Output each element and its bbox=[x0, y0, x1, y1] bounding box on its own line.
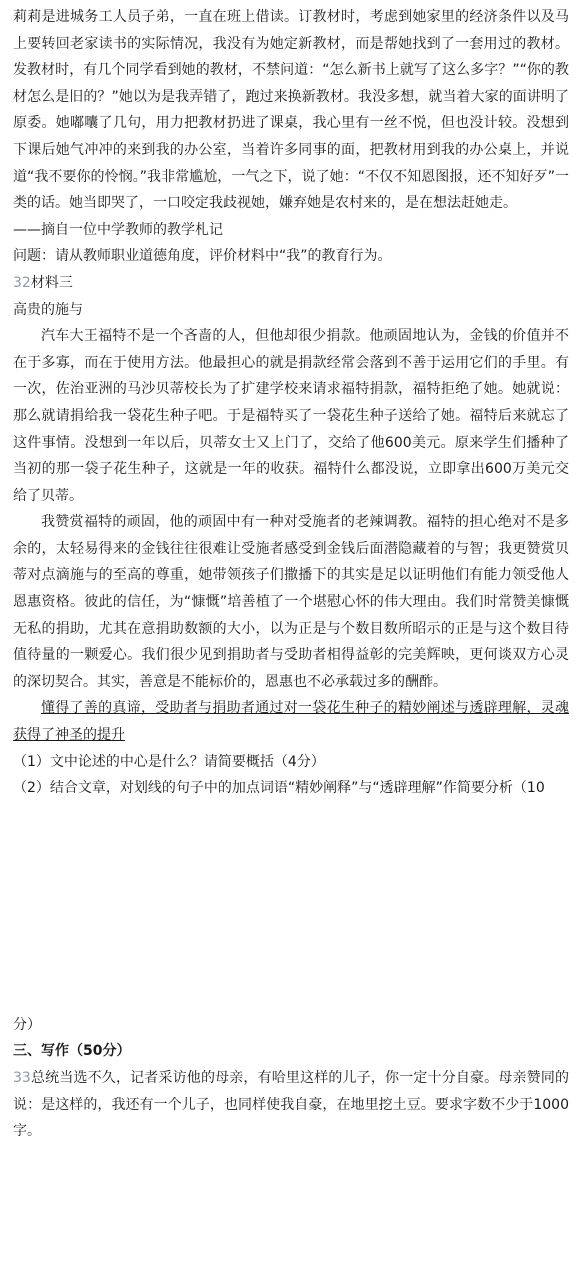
section-title-writing: 三、写作（50分） bbox=[13, 1043, 131, 1060]
material2-question: 问题：请从教师职业道德角度，评价材料中“我”的教育行为。 bbox=[13, 248, 392, 265]
article-paragraph-1: 汽车大王福特不是一个吝啬的人，但他却很少捐款。他顽固地认为，金钱的价值并不在于多寡，而在于使用方法。他最担心的就是捐款经常会落到不善于运用它们的手里。有一次，佐治亚洲的马沙贝蒂校长为了扩建学校来请求福特捐款，福特拒绝了她。她就说：那么就请捐给我一袋花生种子吧。于是福特买了一袋花生种子送给了她。福特后来就忘了这件事情。没想到一年以后，贝蒂女士又上门了，交给了他600美元。原来学生们播种了当初的那一袋子花生种子，这就是一年的收获。福特什么都没说，立即拿出600万美元交给了贝蒂。 bbox=[13, 328, 569, 504]
material3-heading: 材料三 bbox=[30, 274, 73, 291]
underlined-sentence: 懂得了善的真谛，受助者与捐助者通过对一袋花生种子的精妙阐述与透辟理解，灵魂获得了神圣的提升 bbox=[13, 700, 569, 744]
material2-body: 莉莉是进城务工人员子弟，一直在班上借读。订教材时，考虑到她家里的经济条件以及马上要转回老家读书的实际情况，我没有为她定新教材，而是帮她找到了一套用过的教材。发教材时，有几个同学看到她的教材，不禁问道：“怎么新书上就写了这么多字？”“你的教材怎么是旧的？”她以为是我弄错了，跑过来换新教材。我没多想，就当着大家的面讲明了原委。她嘟囔了几句，用力把教材扔进了课桌，我心里有一丝不悦，但也没计较。没想到下课后她气冲冲的来到我的办公室，当着许多同事的面，把教材用到我的办公桌上，并说道“我不要你的怜悯。”我非常尴尬，一气之下，说了她：“不仅不知恩图报，还不知好歹”一类的话。她当即哭了，一口咬定我歧视她，嫌弃她是农村来的，是在想法赶她走。 bbox=[13, 9, 569, 212]
writing-prompt-line bbox=[13, 1065, 569, 1145]
writing-question-number: 33 bbox=[13, 1070, 31, 1086]
question-number: 32 bbox=[13, 274, 31, 291]
article-underlined-sentence bbox=[13, 695, 569, 748]
question-2: （2）结合文章，对划线的句子中的加点词语“精妙阐释”与“透辟理解”作简要分析（10 bbox=[13, 780, 545, 797]
material3-heading-line bbox=[13, 270, 569, 297]
question-2-tail: 分） bbox=[13, 1016, 41, 1033]
document-page bbox=[13, 4, 569, 1145]
article-paragraph-2: 我赞赏福特的顽固，他的顽固中有一种对受施者的老辣调教。福特的担心绝对不是多余的，太轻易得来的金钱往往很难让受施者感受到金钱后面潜隐藏着的与智；我更赞赏贝蒂对点滴施与的至高的尊重，她带领孩子们撒播下的其实是足以证明他们有能力领受他人恩惠资格。彼此的信任，为“慷慨”培善植了一个堪慰心怀的伟大理由。我们时常赞美慷慨无私的捐助，尤其在意捐助数额的大小，以为正是与个数目数所昭示的正是与这个数目待值待量的一颗爱心。我们很少见到捐助者与受助者相得益彰的完美辉映，更何谈双方心灵的深切契合。其实，善意是不能标价的，恩惠也不必承载过多的酬酢。 bbox=[13, 514, 569, 690]
material2-source: ——摘自一位中学教师的教学札记 bbox=[13, 221, 223, 238]
answer-space bbox=[13, 802, 569, 1012]
writing-prompt: 总统当选不久，记者采访他的母亲，有哈里这样的儿子，你一定十分自豪。母亲赞同的说：是这样的，我还有一个儿子，也同样使我自豪，在地里挖土豆。要求字数不少于1000字。 bbox=[13, 1070, 569, 1140]
article-title: 高贵的施与 bbox=[13, 301, 83, 318]
question-1: （1）文中论述的中心是什么？请简要概括（4分） bbox=[13, 753, 325, 770]
